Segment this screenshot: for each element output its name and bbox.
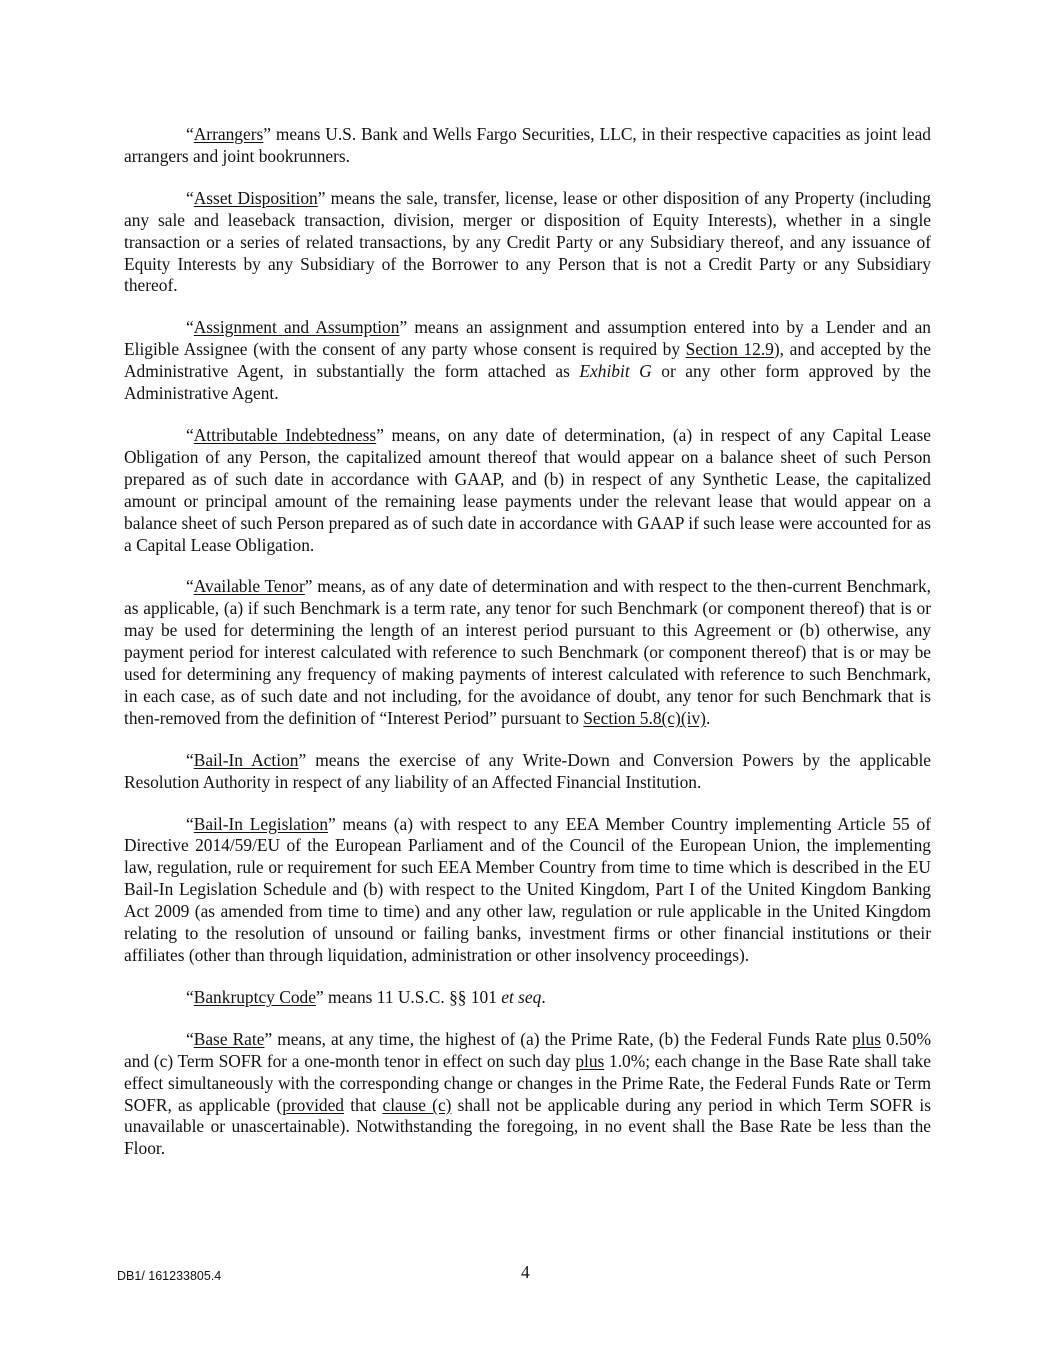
defined-term: Bail-In Legislation bbox=[193, 813, 329, 834]
definition-text: “ bbox=[186, 187, 194, 208]
defined-term: Base Rate bbox=[193, 1028, 265, 1049]
definition-text: “ bbox=[186, 986, 194, 1007]
definition-text: “ bbox=[186, 124, 194, 144]
cross-reference: plus bbox=[575, 1050, 605, 1071]
definition-text: ” means, as of any date of determination and with respect to the then-current Benchmark, as applicable, (a) if such Benchmark is a term rate, any tenor for such Benchmark (or component thereof) that is or may be used for determining the length of an interest period pursuant to this Agreement or (b) otherwise, any payment period for interest calculated with reference to such Benchmark (or component thereof) that is or may be used for determining any frequency of making payments of interest calculated with reference to such Benchmark, in each case, as of such date and not including, for the avoidance of doubt, any tenor for such Benchmark that is then-removed from the definition of “Interest Period” pursuant to bbox=[124, 576, 931, 728]
definition-text: ” means (a) with respect to any EEA Member Country implementing Article 55 of Directive 2014/59/EU of the European Parliament and of the Council of the European Union, the implementing law, regulation, rule or requirement for such EEA Member Country from time to time which is described in the EU Bail-In Legislation Schedule and (b) with respect to the United Kingdom, Part I of the United Kingdom Banking Act 2009 (as amended from time to time) and any other law, regulation or rule applicable in the United Kingdom relating to the resolution of unsound or failing banks, investment firms or other financial institutions or their affiliates (other than through liquidation, administration or other insolvency proceedings). bbox=[124, 813, 932, 965]
definition-text: “ bbox=[186, 424, 194, 445]
cross-reference: Section 12.9 bbox=[685, 339, 774, 360]
definition-base-rate bbox=[124, 1029, 931, 1160]
definition-bail-in-action bbox=[124, 750, 931, 794]
definition-text: 0.50% and (c) Term SOFR for a one-month tenor in effect on such day bbox=[124, 1028, 931, 1071]
cross-reference: provided bbox=[282, 1094, 345, 1115]
defined-term: Asset Disposition bbox=[193, 187, 318, 208]
definition-attributable-indebtedness bbox=[124, 425, 931, 556]
definition-text: “ bbox=[186, 749, 194, 770]
definition-text: or any other form approved by the Administrative Agent. bbox=[124, 361, 931, 404]
italic-text: Exhibit G bbox=[579, 361, 652, 382]
defined-term: Bail-In Action bbox=[193, 749, 299, 770]
definition-text: ” means the exercise of any Write-Down and Conversion Powers by the applicable Resolution Authority in respect of any liability of an Affected Financial Institution. bbox=[124, 749, 931, 792]
definition-text: ” means, on any date of determination, (a) in respect of any Capital Lease Obligation of any Person, the capitalized amount thereof that would appear on a balance sheet of such Person prepared as of such date in accordance with GAAP, and (b) in respect of any Synthetic Lease, the capitalized amount or principal amount of the remaining lease payments under the relevant lease that would appear on a balance sheet of such Person prepared as of such date in accordance with GAAP if such lease were accounted for as a Capital Lease Obligation. bbox=[124, 424, 932, 555]
definition-text: ), and accepted by the Administrative Agent, in substantially the form attached as bbox=[124, 339, 932, 382]
definition-text: 1.0%; each change in the Base Rate shall take effect simultaneously with the corresponding change or changes in the Prime Rate, the Federal Funds Rate or Term SOFR, as applicable ( bbox=[124, 1050, 931, 1115]
definition-bankruptcy-code bbox=[124, 987, 931, 1009]
page-number: 4 bbox=[521, 1262, 530, 1282]
italic-text: et seq bbox=[501, 986, 542, 1007]
defined-term: Attributable Indebtedness bbox=[193, 424, 377, 445]
definition-text: “ bbox=[186, 813, 194, 834]
definition-text: . bbox=[705, 707, 711, 728]
definition-text: “ bbox=[186, 576, 194, 597]
definition-text: ” means U.S. Bank and Wells Fargo Securities, LLC, in their respective capacities as joint lead arrangers and joint bookrunners. bbox=[124, 124, 931, 166]
cross-reference: plus bbox=[852, 1028, 882, 1049]
cross-reference: clause (c) bbox=[382, 1094, 452, 1115]
definition-text: . bbox=[541, 986, 546, 1007]
definition-text: that bbox=[344, 1094, 383, 1115]
definition-bail-in-legislation bbox=[124, 814, 931, 967]
definition-assignment-and-assumption bbox=[124, 317, 931, 405]
document-id: DB1/ 161233805.4 bbox=[117, 1269, 222, 1283]
definition-text: ” means an assignment and assumption entered into by a Lender and an Eligible Assignee (with the consent of any party whose consent is required by bbox=[124, 317, 931, 360]
definition-text: ” means 11 U.S.C. §§ 101 bbox=[315, 986, 502, 1007]
definition-asset-disposition bbox=[124, 188, 931, 298]
definition-text: shall not be applicable during any period in which Term SOFR is unavailable or unascertainable). Notwithstanding the foregoing, in no event shall the Base Rate be less than the Floor. bbox=[124, 1094, 931, 1159]
document-page bbox=[124, 124, 931, 1180]
definition-text: “ bbox=[186, 317, 194, 338]
definition-text: ” means, at any time, the highest of (a) the Prime Rate, (b) the Federal Funds Rate bbox=[264, 1028, 853, 1049]
definition-text: “ bbox=[186, 1028, 194, 1049]
defined-term: Arrangers bbox=[193, 124, 264, 144]
definition-available-tenor bbox=[124, 576, 931, 729]
defined-term: Bankruptcy Code bbox=[193, 986, 316, 1007]
definition-arrangers bbox=[124, 124, 931, 168]
defined-term: Assignment and Assumption bbox=[193, 317, 400, 338]
cross-reference: Section 5.8(c)(iv) bbox=[583, 707, 706, 728]
defined-term: Available Tenor bbox=[193, 576, 305, 597]
definition-text: ” means the sale, transfer, license, lease or other disposition of any Property (including any sale and leaseback transaction, division, merger or disposition of Equity Interests), whether in a single transaction or a series of related transactions, by any Credit Party or any Subsidiary thereof, and any issuance of Equity Interests by any Subsidiary of the Borrower to any Person that is not a Credit Party or any Subsidiary thereof. bbox=[124, 187, 932, 296]
